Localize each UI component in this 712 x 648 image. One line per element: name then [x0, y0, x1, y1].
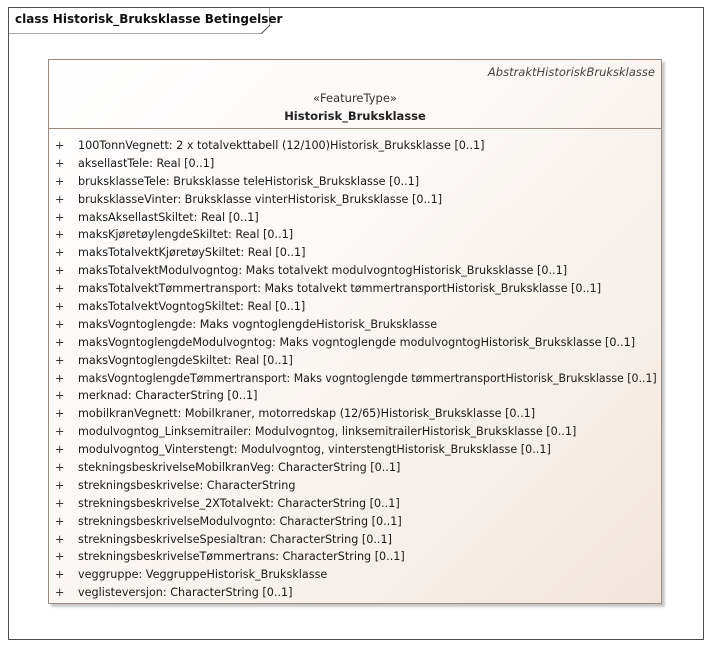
- attribute-text: maksVogntoglengdeTømmertransport: Maks vogntoglengde tømmertransportHistorisk_Bruksklasse [0..1]: [78, 371, 657, 385]
- attribute-text: strekningsbeskrivelse: CharacterString: [78, 478, 296, 492]
- attribute-row[interactable]: [49, 352, 661, 370]
- attribute-row[interactable]: [49, 548, 661, 566]
- attribute-text: aksellastTele: Real [0..1]: [78, 156, 215, 170]
- attribute-row[interactable]: [49, 584, 661, 602]
- attribute-row[interactable]: [49, 316, 661, 334]
- visibility-marker: +: [55, 532, 65, 546]
- attribute-row[interactable]: [49, 423, 661, 441]
- attribute-text: maksAksellastSkiltet: Real [0..1]: [78, 210, 259, 224]
- attribute-text: strekningsbeskrivelseSpesialtran: CharacterString [0..1]: [78, 532, 392, 546]
- class-box[interactable]: [48, 59, 662, 604]
- attribute-row[interactable]: [49, 334, 661, 352]
- visibility-marker: +: [55, 568, 65, 582]
- attribute-row[interactable]: [49, 441, 661, 459]
- visibility-marker: +: [55, 425, 65, 439]
- attribute-text: maksVogntoglengde: Maks vogntoglengdeHistorisk_Bruksklasse: [78, 317, 438, 331]
- attribute-text: stekningsbeskrivelseMobilkranVeg: CharacterString [0..1]: [78, 461, 401, 475]
- attribute-text: strekningsbeskrivelse_2XTotalvekt: CharacterString [0..1]: [78, 496, 400, 510]
- attribute-row[interactable]: [49, 370, 661, 388]
- class-name: Historisk_Bruksklasse: [284, 109, 426, 123]
- attribute-row[interactable]: [49, 566, 661, 584]
- attribute-row[interactable]: [49, 137, 661, 155]
- attribute-row[interactable]: [49, 459, 661, 477]
- attribute-row[interactable]: [49, 387, 661, 405]
- attribute-text: maksVogntoglengdeModulvogntog: Maks vogntoglengde modulvogntogHistorisk_Bruksklasse [0..1]: [78, 335, 636, 349]
- attribute-text: maksTotalvektModulvogntog: Maks totalvekt modulvogntogHistorisk_Bruksklasse [0..1]: [78, 264, 568, 278]
- attribute-list: [49, 137, 661, 602]
- visibility-marker: +: [55, 246, 65, 260]
- visibility-marker: +: [55, 586, 65, 600]
- attribute-text: maksTotalvektTømmertransport: Maks totalvekt tømmertransportHistorisk_Bruksklasse [0..1]: [78, 282, 602, 296]
- visibility-marker: +: [55, 496, 65, 510]
- visibility-marker: +: [55, 228, 65, 242]
- visibility-marker: +: [55, 478, 65, 492]
- attribute-text: mobilkranVegnett: Mobilkraner, motorredskap (12/65)Historisk_Bruksklasse [0..1]: [78, 407, 536, 421]
- attribute-text: modulvogntog_Vinterstengt: Modulvogntog, vinterstengtHistorisk_Bruksklasse [0..1]: [78, 443, 551, 457]
- visibility-marker: +: [55, 282, 65, 296]
- attribute-row[interactable]: [49, 280, 661, 298]
- attribute-text: veglisteversjon: CharacterString [0..1]: [78, 586, 293, 600]
- visibility-marker: +: [55, 514, 65, 528]
- visibility-marker: +: [55, 264, 65, 278]
- attribute-row[interactable]: [49, 477, 661, 495]
- attribute-text: maksVogntoglengdeSkiltet: Real [0..1]: [78, 353, 293, 367]
- attribute-text: maksKjøretøylengdeSkiltet: Real [0..1]: [78, 228, 294, 242]
- attribute-row[interactable]: [49, 495, 661, 513]
- attribute-row[interactable]: [49, 191, 661, 209]
- visibility-marker: +: [55, 317, 65, 331]
- attribute-text: strekningsbeskrivelseTømmertrans: CharacterString [0..1]: [78, 550, 405, 564]
- attribute-text: maksTotalvektVogntogSkiltet: Real [0..1]: [78, 300, 306, 314]
- attribute-row[interactable]: [49, 244, 661, 262]
- attribute-row[interactable]: [49, 262, 661, 280]
- visibility-marker: +: [55, 139, 65, 152]
- attribute-text: bruksklasseTele: Bruksklasse teleHistorisk_Bruksklasse [0..1]: [78, 174, 420, 188]
- visibility-marker: +: [55, 300, 65, 314]
- visibility-marker: +: [55, 407, 65, 421]
- attribute-row[interactable]: [49, 209, 661, 227]
- attribute-row[interactable]: [49, 173, 661, 191]
- attribute-row[interactable]: [49, 531, 661, 549]
- visibility-marker: +: [55, 443, 65, 457]
- visibility-marker: +: [55, 156, 65, 170]
- attribute-text: 100TonnVegnett: 2 x totalvekttabell (12/100)Historisk_Bruksklasse [0..1]: [78, 139, 485, 152]
- attribute-text: veggruppe: VeggruppeHistorisk_Bruksklasse: [78, 568, 328, 582]
- class-header: [49, 60, 661, 129]
- visibility-marker: +: [55, 550, 65, 564]
- visibility-marker: +: [55, 210, 65, 224]
- attribute-text: bruksklasseVinter: Bruksklasse vinterHistorisk_Bruksklasse [0..1]: [78, 192, 443, 206]
- stereotype-label: «FeatureType»: [313, 91, 397, 105]
- attribute-row[interactable]: [49, 405, 661, 423]
- visibility-marker: +: [55, 192, 65, 206]
- visibility-marker: +: [55, 353, 65, 367]
- attribute-row[interactable]: [49, 226, 661, 244]
- parent-class-name: AbstraktHistoriskBruksklasse: [487, 65, 655, 79]
- attribute-text: maksTotalvektKjøretøySkiltet: Real [0..1]: [78, 246, 306, 260]
- attribute-row[interactable]: [49, 513, 661, 531]
- visibility-marker: +: [55, 461, 65, 475]
- attribute-text: strekningsbeskrivelseModulvognto: CharacterString [0..1]: [78, 514, 402, 528]
- attribute-text: merknad: CharacterString [0..1]: [78, 389, 258, 403]
- visibility-marker: +: [55, 371, 65, 385]
- visibility-marker: +: [55, 389, 65, 403]
- visibility-marker: +: [55, 174, 65, 188]
- attribute-text: modulvogntog_Linksemitrailer: Modulvogntog, linksemitrailerHistorisk_Bruksklasse [0..1]: [78, 425, 577, 439]
- visibility-marker: +: [55, 335, 65, 349]
- attribute-row[interactable]: [49, 298, 661, 316]
- attribute-row[interactable]: [49, 155, 661, 173]
- frame-title: class Historisk_Bruksklasse Betingelser: [15, 12, 283, 26]
